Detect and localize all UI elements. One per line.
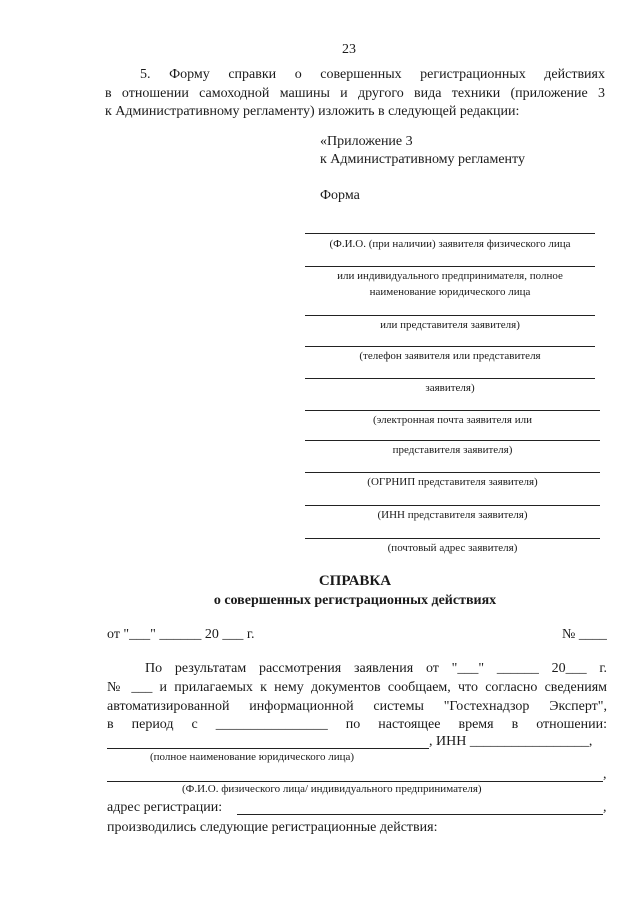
caption-person: (Ф.И.О. физического лица/ индивидуального предпринимателя) bbox=[182, 783, 482, 795]
inn-field[interactable]: , ИНН _________________, bbox=[429, 734, 593, 749]
document-subtitle: о совершенных регистрационных действиях bbox=[213, 593, 497, 608]
field-line[interactable] bbox=[305, 346, 595, 347]
form-label: Форма bbox=[320, 188, 360, 203]
person-name-field[interactable] bbox=[107, 781, 603, 782]
person-line-end: , bbox=[603, 767, 607, 782]
body-line-2: № ___ и прилагаемых к нему документов сообщаем, что согласно сведениям bbox=[107, 680, 607, 695]
body-line-1: По результатам рассмотрения заявления от "___" ______ 20___ г. bbox=[145, 661, 607, 676]
address-field[interactable] bbox=[237, 814, 603, 815]
date-line: от "___" ______ 20 ___ г. bbox=[107, 627, 255, 642]
field-caption-entrepreneur: или индивидуального предпринимателя, полное bbox=[337, 270, 563, 282]
body-line-4: в период с ________________ по настоящее время в отношении: bbox=[107, 717, 607, 732]
document-title: СПРАВКА bbox=[318, 573, 392, 589]
field-line[interactable] bbox=[305, 505, 600, 506]
number-line: № ____ bbox=[562, 627, 607, 642]
field-line[interactable] bbox=[305, 233, 595, 234]
field-caption-phone-end: заявителя) bbox=[425, 382, 475, 394]
page-number: 23 bbox=[342, 42, 356, 57]
field-caption-email: (электронная почта заявителя или bbox=[373, 414, 532, 426]
field-caption-postal-address: (почтовый адрес заявителя) bbox=[387, 542, 518, 554]
field-caption-email-end: представителя заявителя) bbox=[392, 444, 513, 456]
address-label: адрес регистрации: bbox=[107, 800, 223, 815]
field-line[interactable] bbox=[305, 315, 595, 316]
appendix-title: «Приложение 3 bbox=[320, 134, 413, 149]
intro-line-3: к Административному регламенту) изложить в следующей редакции: bbox=[105, 104, 520, 119]
address-line-end: , bbox=[603, 800, 607, 815]
field-line[interactable] bbox=[305, 410, 600, 411]
field-caption-inn: (ИНН представителя заявителя) bbox=[377, 509, 528, 521]
field-caption-ogrnip: (ОГРНИП представителя заявителя) bbox=[367, 476, 538, 488]
field-caption-fio: (Ф.И.О. (при наличии) заявителя физического лица bbox=[329, 238, 571, 250]
field-line[interactable] bbox=[305, 538, 600, 539]
actions-intro: производились следующие регистрационные действия: bbox=[107, 820, 438, 835]
legal-entity-name-field[interactable] bbox=[107, 748, 429, 749]
body-line-3: автоматизированной информационной системы "Гостехнадзор Эксперт", bbox=[107, 699, 607, 714]
field-line[interactable] bbox=[305, 266, 595, 267]
caption-legal-entity: (полное наименование юридического лица) bbox=[150, 751, 355, 763]
field-caption-representative: или представителя заявителя) bbox=[380, 319, 520, 331]
field-caption-phone: (телефон заявителя или представителя bbox=[359, 350, 541, 362]
field-caption-legal-name: наименование юридического лица bbox=[369, 286, 531, 298]
field-line[interactable] bbox=[305, 472, 600, 473]
field-line[interactable] bbox=[305, 440, 600, 441]
appendix-regulation: к Административному регламенту bbox=[320, 152, 525, 167]
intro-line-2: в отношении самоходной машины и другого вида техники (приложение 3 bbox=[105, 86, 605, 101]
field-line[interactable] bbox=[305, 378, 595, 379]
intro-line-1: 5. Форму справки о совершенных регистрационных действиях bbox=[140, 67, 605, 82]
